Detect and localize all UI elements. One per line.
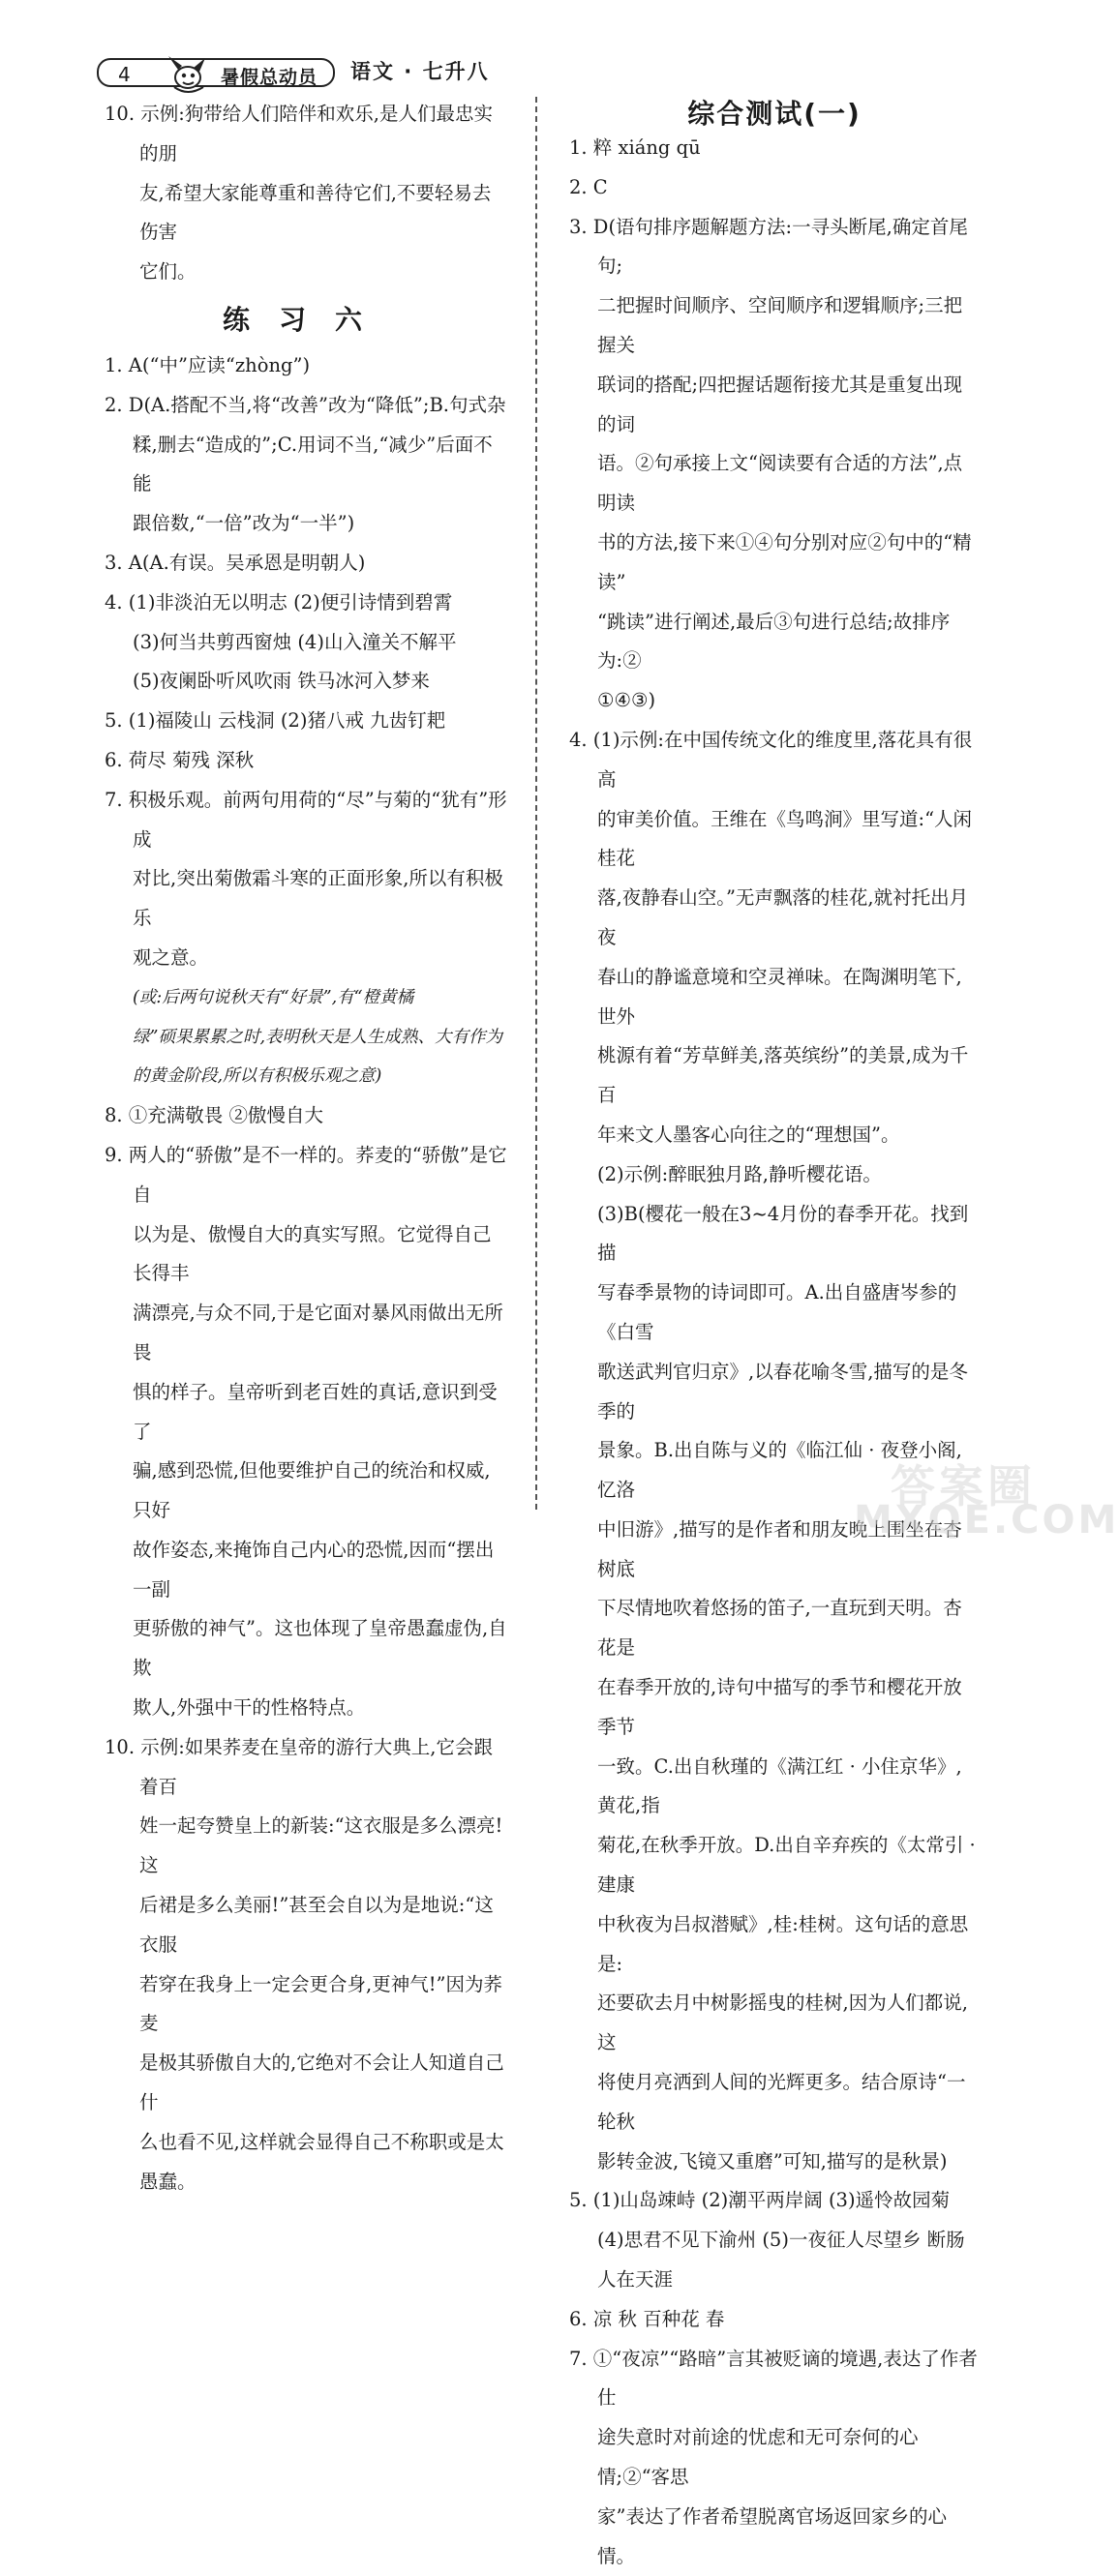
- series-title: 暑假总动员: [221, 67, 318, 88]
- answer-line: 1. 粹 xiáng qū: [569, 136, 701, 159]
- right-column: [569, 129, 981, 2576]
- watermark-logo: [852, 1452, 1119, 1544]
- answer-line: 绿”硕果累累之时,表明秋天是人生成熟、大有作为: [133, 1027, 503, 1047]
- answer-line: 惧的样子。皇帝听到老百姓的真话,意识到受了: [133, 1380, 498, 1443]
- answer-line: 观之意。: [133, 945, 209, 969]
- answer-line: 年来文人墨客心向往之的“理想国”。: [597, 1123, 900, 1146]
- header-badge: [97, 58, 335, 87]
- answer-line: 歌送武判官归京》,以春花喻冬雪,描写的是冬季的: [597, 1360, 968, 1423]
- answer-line: 1. A(“中”应读“zhòng”): [105, 353, 311, 376]
- watermark-url: MXQE.COM: [854, 1498, 1119, 1543]
- answer-line: (5)夜阑卧听风吹雨 铁马冰河入梦来: [133, 670, 430, 693]
- answer-line: 满漂亮,与众不同,于是它面对暴风雨做出无所畏: [133, 1302, 503, 1363]
- answer-line: 菊花,在秋季开放。D.出自辛弃疾的《太常引 · 建康: [597, 1834, 976, 1897]
- answer-line: 人在天涯: [597, 2268, 674, 2291]
- answer-line: 语。②句承接上文“阅读要有合适的方法”,点明读: [597, 452, 963, 515]
- answer-line: 5. (1)福陵山 云栈洞 (2)猪八戒 九齿钉耙: [105, 709, 446, 733]
- subject-grade: 语文 · 七升八: [350, 60, 490, 83]
- answer-line: 若穿在我身上一定会更合身,更神气!”因为荞麦: [139, 1972, 503, 2035]
- section-title-practice-6: 练习六: [222, 303, 391, 336]
- answer-line: 的审美价值。王维在《鸟鸣涧》里写道:“人闲桂花: [597, 807, 973, 870]
- answer-line: 在春季开放的,诗句中描写的季节和樱花开放季节: [597, 1676, 962, 1738]
- answer-line: 落,夜静春山空。”无声飘落的桂花,就衬托出月夜: [597, 886, 969, 948]
- answer-line: 6. 荷尽 菊残 深秋: [105, 748, 255, 771]
- answer-line: 9. 两人的“骄傲”是不一样的。荞麦的“骄傲”是它自: [105, 1143, 507, 1206]
- answer-line: (4)思君不见下渝州 (5)一夜征人尽望乡 断肠: [597, 2229, 965, 2252]
- answer-line: 故作姿态,来掩饰自己内心的恐慌,因而“摆出一副: [133, 1538, 495, 1601]
- answer-line: 的黄金阶段,所以有积极乐观之意): [133, 1066, 382, 1087]
- answer-line: 3. A(A.有误。吴承恩是明朝人): [105, 551, 366, 574]
- answer-line: 途失意时对前途的忧虑和无可奈何的心情;②“客思: [597, 2426, 919, 2489]
- answer-line: 6. 凉 秋 百种花 春: [569, 2307, 725, 2330]
- answer-line: 是极其骄傲自大的,它绝对不会让人知道自己什: [139, 2052, 504, 2114]
- answer-line: 更骄傲的神气”。这也体现了皇帝愚蠢虚伪,自欺: [133, 1617, 507, 1680]
- answer-line: 将使月亮洒到人间的光辉更多。结合原诗“一轮秋: [597, 2071, 966, 2133]
- section-title-test-1: 综合测试(一): [687, 98, 862, 130]
- answer-line: 2. D(A.搭配不当,将“改善”改为“降低”;B.句式杂: [105, 393, 506, 416]
- answer-line: “跳读”进行阐述,最后③句进行总结;故排序为:②: [597, 610, 951, 673]
- answer-line: 3. D(语句排序题解题方法:一寻头断尾,确定首尾句;: [569, 215, 968, 278]
- answer-line: 骗,感到恐慌,但他要维护自己的统治和权威,只好: [133, 1459, 491, 1522]
- page-number: 4: [118, 63, 131, 86]
- answer-line: (2)示例:醉眠独月路,静听樱花语。: [597, 1162, 882, 1185]
- answer-line: 4. (1)非淡泊无以明志 (2)便引诗情到碧霄: [105, 590, 453, 614]
- answer-line: 以为是、傲慢自大的真实写照。它觉得自己长得丰: [133, 1222, 492, 1285]
- answer-line: 7. 积极乐观。前两句用荷的“尽”与菊的“犹有”形成: [105, 788, 507, 851]
- column-divider: [535, 97, 537, 1510]
- answer-line: 友,希望大家能尊重和善待它们,不要轻易去伤害: [139, 181, 492, 244]
- answer-line: (3)何当共剪西窗烛 (4)山入潼关不解平: [133, 630, 457, 653]
- answer-line: 10. 示例:如果荞麦在皇帝的游行大典上,它会跟着百: [105, 1735, 493, 1798]
- answer-line: 7. ①“夜凉”“路暗”言其被贬谪的境遇,表达了作者仕: [569, 2347, 978, 2410]
- answer-line: 糅,删去“造成的”;C.用词不当,“减少”后面不能: [133, 433, 493, 495]
- answer-line: (3)B(樱花一般在3~4月份的春季开花。找到描: [597, 1202, 969, 1265]
- answer-line: 2. C: [569, 175, 608, 198]
- answer-line: 对比,突出菊傲霜斗寒的正面形象,所以有积极乐: [133, 867, 503, 930]
- page-header: [97, 52, 542, 87]
- answer-line: 中旧游》,描写的是作者和朋友晚上围坐在杏树底: [597, 1517, 962, 1580]
- answer-line: 桃源有着“芳草鲜美,落英缤纷”的美景,成为千百: [597, 1044, 969, 1107]
- answer-line: 书的方法,接下来①④句分别对应②句中的“精读”: [597, 530, 972, 593]
- answer-line: 欺人,外强中干的性格特点。: [133, 1696, 366, 1720]
- answer-line: 影转金波,飞镜又重磨”可知,描写的是秋景): [597, 2149, 948, 2172]
- answer-line: 二把握时间顺序、空间顺序和逻辑顺序;三把握关: [597, 294, 963, 356]
- answer-line: 跟倍数,“一倍”改为“一半”): [133, 512, 355, 535]
- answer-line: 么也看不见,这样就会显得自己不称职或是太: [139, 2130, 504, 2153]
- answer-line: 下尽情地吹着悠扬的笛子,一直玩到天明。杏花是: [597, 1597, 962, 1660]
- answer-line: 后裙是多么美丽!”甚至会自以为是地说:“这衣服: [139, 1894, 494, 1956]
- watermark-text: 答案圈: [891, 1460, 1036, 1513]
- answer-line: 5. (1)山岛竦峙 (2)潮平两岸阔 (3)遥怜故园菊: [569, 2189, 951, 2212]
- answer-line: 10. 示例:狗带给人们陪伴和欢乐,是人们最忠实的朋: [105, 103, 493, 165]
- answer-line: 8. ①充满敬畏 ②傲慢自大: [105, 1104, 324, 1127]
- answer-line: 春山的静谧意境和空灵禅味。在陶渊明笔下,世外: [597, 965, 962, 1028]
- answer-line: 联词的搭配;四把握话题衔接尤其是重复出现的词: [597, 373, 963, 435]
- left-column: [105, 95, 509, 2202]
- answer-line: 写春季景物的诗词即可。A.出自盛唐岑参的《白雪: [597, 1281, 957, 1343]
- answer-line: 4. (1)示例:在中国传统文化的维度里,落花具有很高: [569, 728, 973, 791]
- answer-line: ①④③): [597, 689, 656, 712]
- answer-line: 中秋夜为吕叔潜赋》,桂:桂树。这句话的意思是:: [597, 1912, 969, 1975]
- answer-line: 景象。B.出自陈与义的《临江仙 · 夜登小阁,忆洛: [597, 1439, 962, 1502]
- answer-line: 还要砍去月中树影摇曳的桂树,因为人们都说,这: [597, 1992, 968, 2054]
- answer-line: 家”表达了作者希望脱离官场返回家乡的心情。: [597, 2504, 947, 2567]
- answer-line: 一致。C.出自秋瑾的《满江红 · 小住京华》,黄花,指: [597, 1754, 962, 1817]
- mascot-icon: [155, 54, 217, 95]
- answer-line: (或:后两句说秋天有“好景”,有“橙黄橘: [133, 987, 414, 1007]
- answer-line: 它们。: [139, 260, 197, 284]
- answer-line: 愚蠢。: [139, 2170, 197, 2193]
- answer-line: 姓一起夸赞皇上的新装:“这衣服是多么漂亮!这: [139, 1814, 503, 1877]
